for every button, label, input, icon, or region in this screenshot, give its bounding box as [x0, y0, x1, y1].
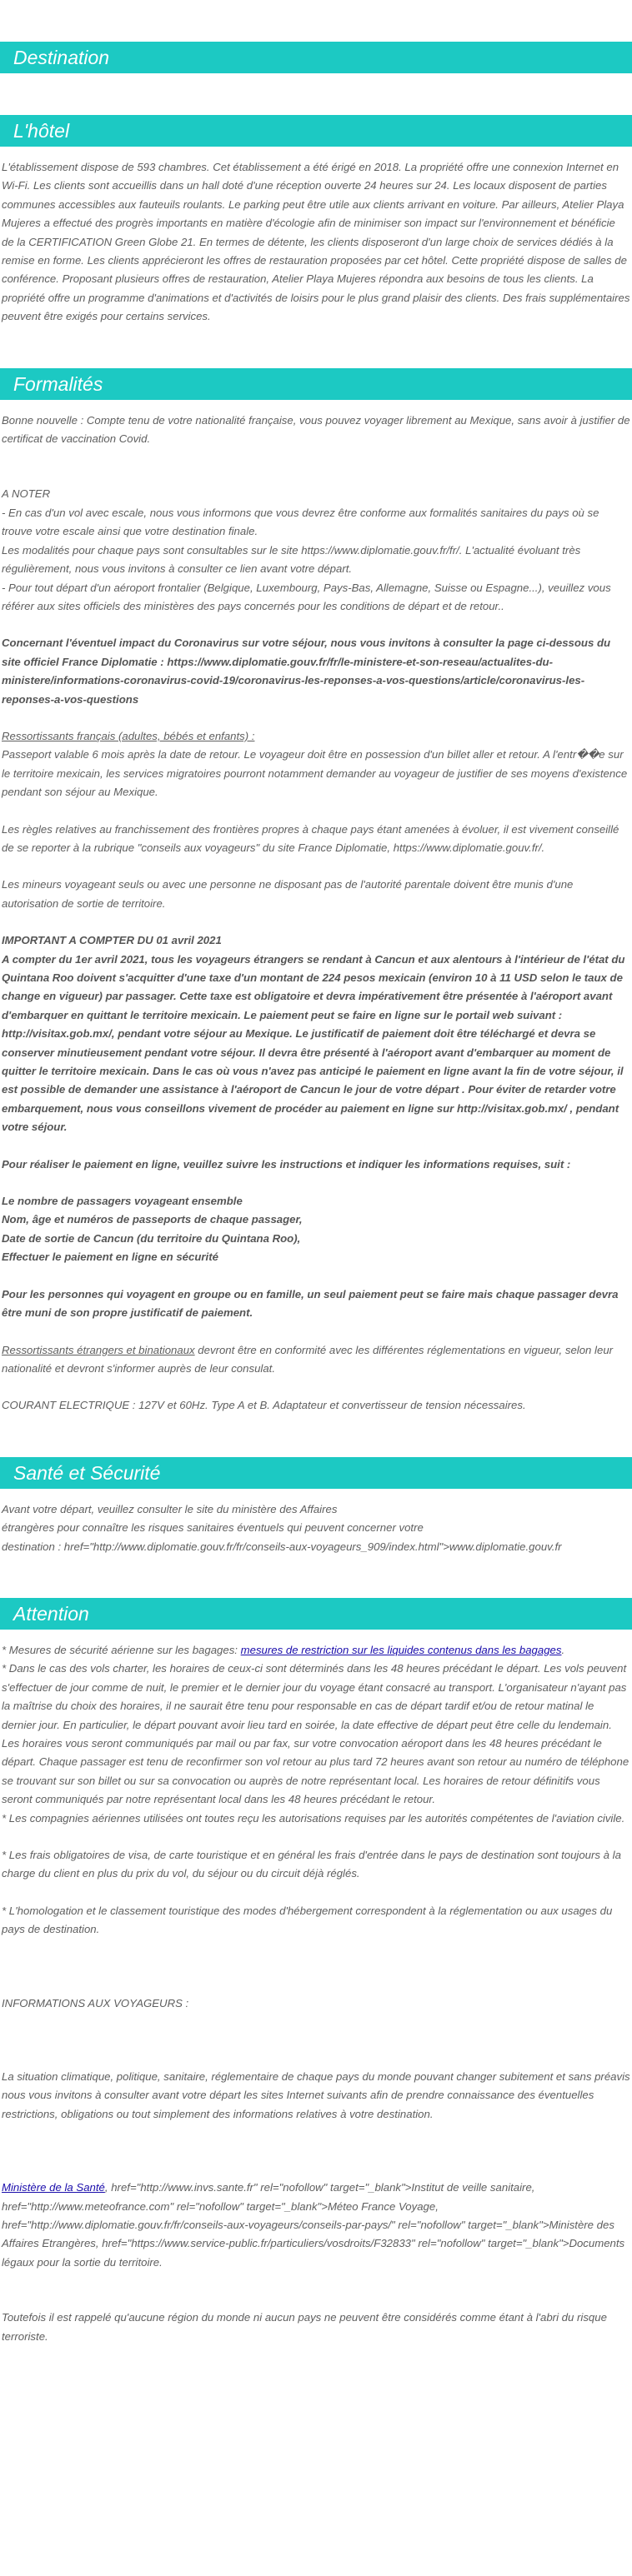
attention-heading: Attention	[0, 1598, 632, 1630]
regles-text: Les règles relatives au franchissement des frontières propres à chaque pays étant amenées à évoluer, il est vivement conseillé de se reporter à la rubrique "conseils aux voyageurs" du site France Diplomatie, https://www.diplomatie.gouv.fr/.	[2, 822, 619, 854]
situation-line-2: nous vous invitons à consulter avant votre départ les sites Internet suivants afin de prendre connaissance des éventuelles restrictions, obligations ou tout simplement des informations relatives à votre destination.	[2, 2089, 594, 2120]
etrangers-paragraph	[2, 1341, 630, 1379]
formalites-heading: Formalités	[0, 368, 632, 400]
sante-line-1: Avant votre départ, veuillez consulter le site du ministère des Affaires	[2, 1502, 338, 1515]
sante-section	[0, 1457, 632, 1556]
destination-section	[0, 42, 632, 73]
important-text: A compter du 1er avril 2021, tous les voyageurs étrangers se rendant à Cancun et aux alentours à l'intérieur de l'état du Quintana Roo doivent s'acquitter d'une taxe d'un montant de 224 pesos mexicain (environ 10 à 11 USD selon le taux de change en vigueur) par passager. Cette taxe est obligatoire et devra impérativement être présentée à l'aéroport avant d'embarquer en quittant le territoire mexicain. Le paiement peut se faire en ligne sur le portail web suivant : http://visitax.gob.mx/, pendant votre séjour au Mexique. Le justificatif de paiement doit être téléchargé et devra se conserver minutieusement pendant votre séjour. Il devra être présenté à l'aéroport avant d'embarquer au moment de quitter le territoire mexicain. Dans le cas où vous n'avez pas anticipé le paiement en ligne avant la fin de votre séjour, il est possible de demander une assistance à l'aéroport de Cancun le jour de votre départ . Pour éviter de retarder votre embarquement, nous vous conseillons vivement de procéder au paiement en ligne sur http://visitax.gob.mx/ , pendant votre séjour.	[2, 952, 625, 1134]
situation-line-1: La situation climatique, politique, sanitaire, réglementaire de chaque pays du monde pouvant changer subitement et sans préavis	[2, 2070, 630, 2084]
formalites-content	[0, 412, 632, 1415]
sante-line-2: étrangères pour connaître les risques sanitaires éventuels qui peuvent concerner votre	[2, 1521, 424, 1535]
important-title: IMPORTANT A COMPTER DU 01 avril 2021	[2, 934, 222, 947]
hotel-section	[0, 115, 632, 327]
paiement-list-item-2: Nom, âge et numéros de passeports de chaque passager,	[2, 1213, 303, 1226]
groupe-text: Pour les personnes qui voyagent en groupe ou en famille, un seul paiement peut se faire mais chaque passager devra être muni de son propre justificatif de paiement.	[2, 1287, 619, 1320]
infos-voyageurs-title: INFORMATIONS AUX VOYAGEURS :	[2, 1996, 189, 2009]
paiement-list-item-3: Date de sortie de Cancun (du territoire du Quintana Roo),	[2, 1231, 301, 1245]
hotel-content	[0, 158, 632, 327]
mineurs-text: Les mineurs voyageant seuls ou avec une personne ne disposant pas de l'autorité parentale doivent être munis d'une autorisation de sortie de territoire.	[2, 878, 574, 910]
formalites-section	[0, 368, 632, 1415]
terrorisme-text: Toutefois il est rappelé qu'aucune région du monde ni aucun pays ne peuvent être considérés comme étant à l'abri du risque terroriste.	[2, 2311, 607, 2343]
bagages-restriction-link[interactable]: mesures de restriction sur les liquides contenus dans les bagages	[240, 1643, 562, 1656]
paiement-instructions: Pour réaliser le paiement en ligne, veuillez suivre les instructions et indiquer les informations requises, suit :	[2, 1157, 571, 1171]
ressortissants-text: Passeport valable 6 mois après la date de retour. Le voyageur doit être en possession d'un billet aller et retour. A l'entr��e sur le territoire mexicain, les services migratoires pourront notamment demander au voyageur de justifier de ses moyens d'existence pendant son séjour au Mexique.	[2, 748, 628, 799]
frais-text: * Les frais obligatoires de visa, de carte touristique et en général les frais d'entrée dans le pays de destination sont toujours à la charge du client en plus du prix du vol, du séjour ou du circuit déjà réglés.	[2, 1849, 621, 1880]
paiement-list-item-4: Effectuer le paiement en ligne en sécurité	[2, 1251, 218, 1264]
homologation-text: * L'homologation et le classement touristique des modes d'hébergement correspondent à la réglementation ou aux usages du pays de destination.	[2, 1904, 613, 1936]
destination-heading: Destination	[0, 42, 632, 73]
ressortissants-title: Ressortissants français (adultes, bébés et enfants) :	[2, 729, 255, 742]
bagages-paragraph	[2, 1641, 630, 1660]
vols-charter-text: * Dans le cas des vols charter, les horaires de ceux-ci sont déterminés dans les 48 heures précédant le départ. Les vols peuvent s'effectuer de jour comme de nuit, le premier et le dernier jour du voyage étant consacré au transport. L'organisateur n'ayant pas la maîtrise du choix des horaires, il ne saurait être tenu pour responsable en cas de départ tardif et/ou de retour matinal le dernier jour. En particulier, le départ pouvant avoir lieu tard en soirée, la date effective de départ peut être celle du lendemain. Les horaires vous seront communiqués par mail ou par fax, sur votre convocation aéroport dans les 48 heures précédant le départ. Chaque passager est tenu de reconfirmer son vol retour au plus tard 72 heures avant son retour au numéro de téléphone se trouvant sur son billet ou sur sa convocation ou auprès de notre représentant local. Les horaires de retour définitifs vous seront communiqués par notre représentant local dans les 48 heures précédant le retour.	[2, 1662, 629, 1806]
noter-line-2: Les modalités pour chaque pays sont consultables sur le site https://www.diplomatie.gouv.fr/fr/. L'actualité évoluant très régulièrement, nous vous invitons à consulter ce lien avant votre départ.	[2, 543, 581, 576]
noter-line-1: - En cas d'un vol avec escale, nous vous informons que vous devrez être conforme aux formalités sanitaires du pays où se trouve votre escale ainsi que votre destination finale.	[2, 506, 599, 538]
ministere-sante-link[interactable]: Ministère de la Santé	[2, 2181, 105, 2194]
coronavirus-notice: Concernant l'éventuel impact du Coronavirus sur votre séjour, nous vous invitons à consulter la page ci-dessous du site officiel France Diplomatie : https://www.diplomatie.gouv.fr/fr/le-ministere-et-son-reseau/actualites-du-ministere/informations-coronavirus-covid-19/coronavirus-les-reponses-a-vos-questions/article/coronavirus-les-reponses-a-vos-questions	[2, 637, 611, 706]
etrangers-title: Ressortissants étrangers et binationaux	[2, 1343, 195, 1356]
compagnies-text: * Les compagnies aériennes utilisées ont toutes reçu les autorisations requises par les autorités compétentes de l'aviation civile.	[2, 1811, 625, 1825]
bagages-prefix: * Mesures de sécurité aérienne sur les bagages:	[2, 1643, 241, 1656]
courant-electrique: COURANT ELECTRIQUE : 127V et 60Hz. Type A et B. Adaptateur et convertisseur de tension nécessaires.	[2, 1399, 526, 1412]
ministere-text: , href="http://www.invs.sante.fr" rel="nofollow" target="_blank">Institut de veille sanitaire, href="http://www.meteofrance.com" rel="nofollow" target="_blank">Méteo France Voyage, href="http://www.diplomatie.gouv.fr/fr/conseils-aux-voyageurs/conseils-par-pays/" rel="nofollow" target="_blank">Ministère des Affaires Etrangères, href="https://www.service-public.fr/particuliers/vosdroits/F32833" rel="nofollow" target="_blank">Documents légaux pour la sortie du territoire.	[2, 2181, 625, 2269]
noter-title: A NOTER	[2, 487, 51, 501]
sante-heading: Santé et Sécurité	[0, 1457, 632, 1489]
ministere-paragraph	[2, 2179, 630, 2272]
sante-line-3: destination : href="http://www.diplomatie.gouv.fr/fr/conseils-aux-voyageurs_909/index.html">www.diplomatie.gouv.fr	[2, 1540, 562, 1553]
hotel-description: L'établissement dispose de 593 chambres. Cet établissement a été érigé en 2018. La propriété offre une connexion Internet en Wi-Fi. Les clients sont accueillis dans un hall doté d'une réception ouverte 24 heures sur 24. Les locaux disposent de parties communes accessibles aux fauteuils roulants. Le parking peut être utile aux clients arrivant en voiture. Par ailleurs, Atelier Playa Mujeres a effectué des progrès importants en matière d'écologie afin de minimiser son impact sur l'environnement et bénéficie de la CERTIFICATION Green Globe 21. En termes de détente, les clients disposeront d'un large choix de services dédiés à la remise en forme. Les clients apprécieront les offres de restauration proposées par cet hôtel. Cette propriété dispose de salles de conférence. Proposant plusieurs offres de restauration, Atelier Playa Mujeres répondra aux besoins de tous les clients. La propriété offre un programme d'animations et d'activités de loisirs pour le plus grand plaisir des clients. Des frais supplémentaires peuvent être exigés pour certains services.	[2, 161, 630, 323]
etrangers-text: devront être en conformité avec les différentes réglementations en vigueur, selon leur nationalité et devront s'informer auprès de leur consulat.	[2, 1343, 614, 1375]
bagages-suffix: .	[561, 1643, 565, 1656]
attention-content	[0, 1641, 632, 2346]
hotel-heading: L'hôtel	[0, 115, 632, 147]
sante-content	[0, 1500, 632, 1556]
attention-section	[0, 1598, 632, 2346]
paiement-list-item-1: Le nombre de passagers voyageant ensemble	[2, 1195, 243, 1208]
noter-line-3: - Pour tout départ d'un aéroport frontalier (Belgique, Luxembourg, Pays-Bas, Allemagne, Suisse ou Espagne...), veuillez vous référer aux sites officiels des ministères des pays concernés pour les conditions de départ et de retour..	[2, 581, 611, 612]
formalites-intro: Bonne nouvelle : Compte tenu de votre nationalité française, vous pouvez voyager librement au Mexique, sans avoir à justifier de certificat de vaccination Covid.	[2, 413, 630, 446]
